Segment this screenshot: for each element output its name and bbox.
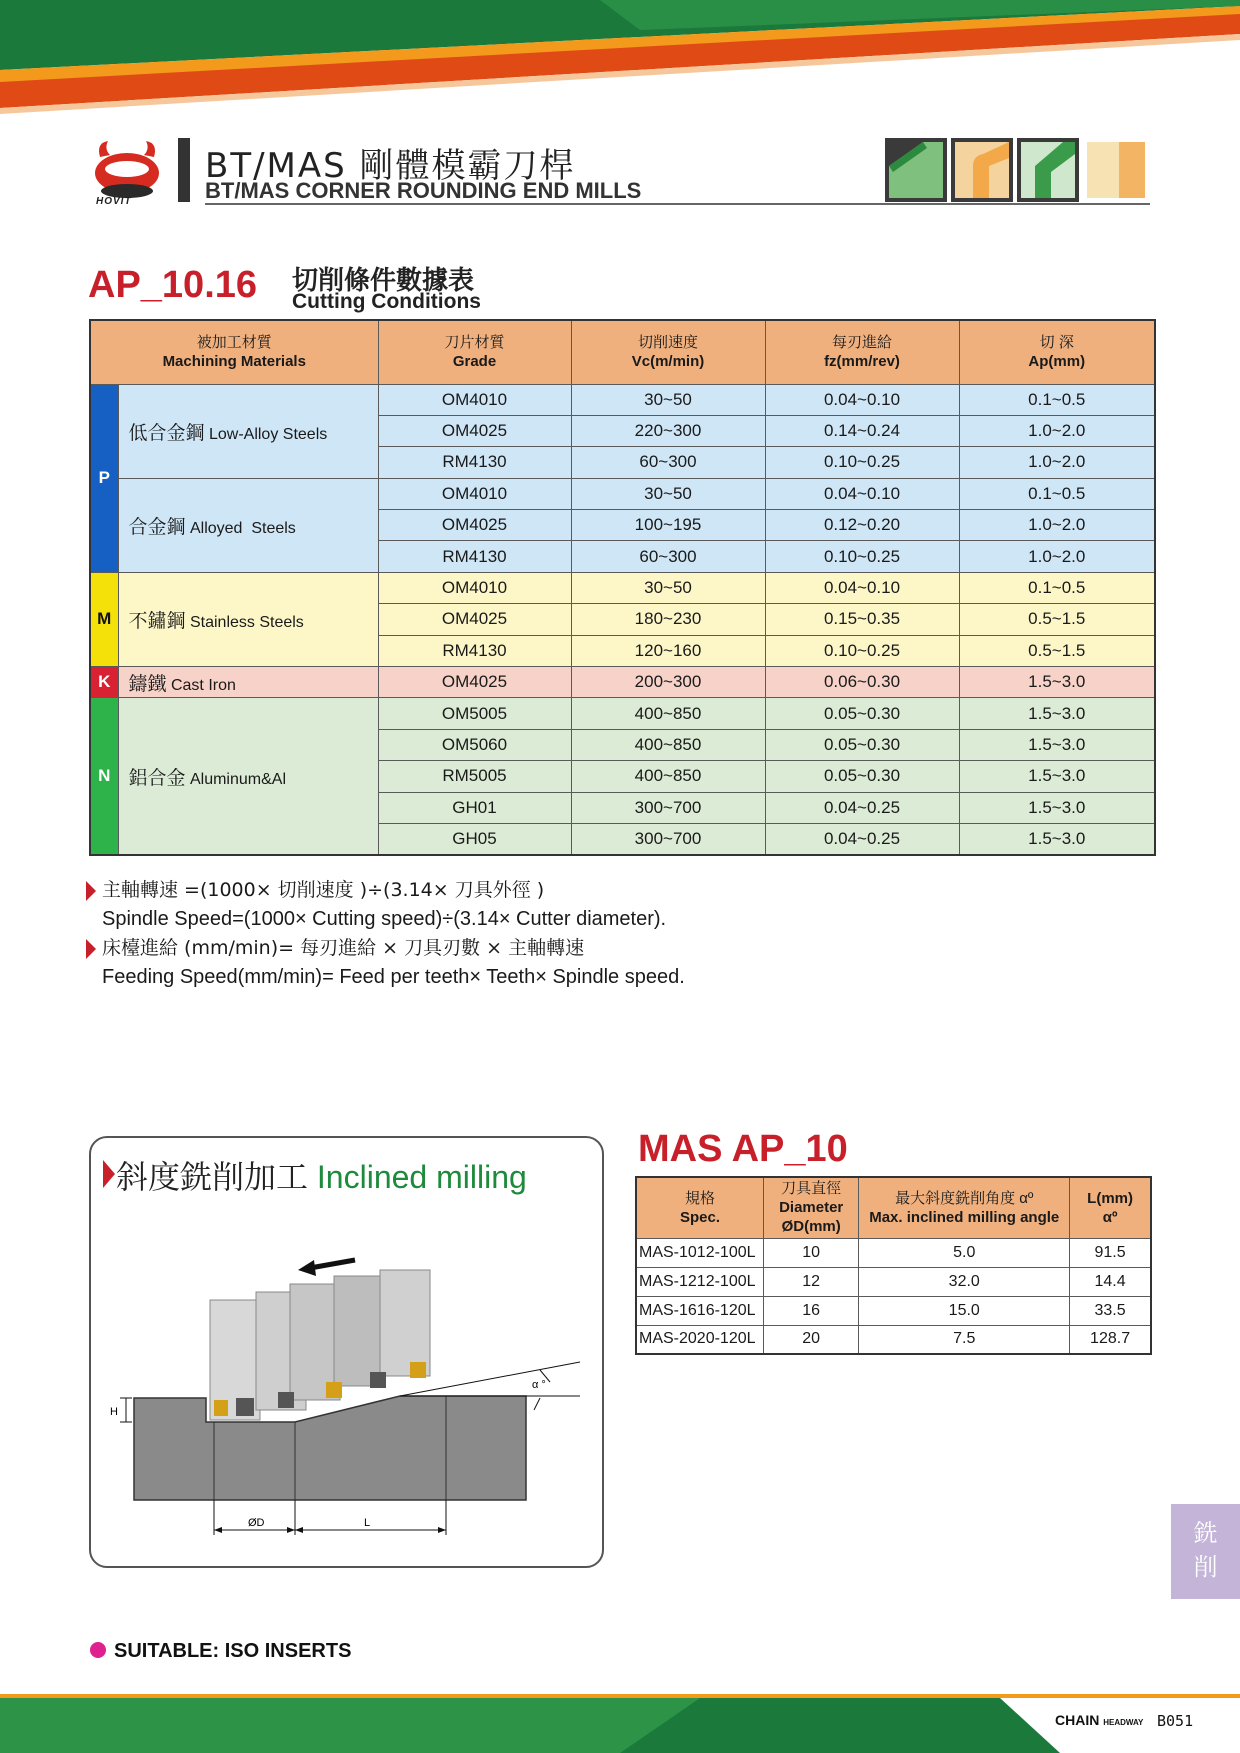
cell-fz: 0.05~0.30	[765, 729, 959, 760]
bottom-decorative-band	[0, 1694, 1240, 1753]
header-material-zh: 被加工材質	[196, 334, 272, 352]
material-zh: 低合金鋼	[128, 421, 205, 444]
cell-ap: 0.5~1.5	[959, 604, 1155, 635]
cell-vc: 400~850	[571, 761, 765, 792]
top-decorative-band	[0, 0, 1240, 120]
header-length	[1070, 1177, 1151, 1238]
mas-table-title: MAS AP_10	[638, 1128, 848, 1170]
suitable-text: SUITABLE: ISO INSERTS	[114, 1640, 352, 1662]
inclined-milling-title	[116, 1152, 527, 1198]
header-spec-zh: 規格	[684, 1189, 715, 1207]
header-ap-zh: 切 深	[1039, 334, 1074, 352]
mas-spec-table	[635, 1176, 1152, 1355]
table-row	[636, 1325, 1151, 1354]
cell-fz: 0.14~0.24	[765, 415, 959, 446]
header-angle-zh: 最大斜度銑削角度 αº	[895, 1189, 1034, 1207]
material-en: Cast Iron	[170, 676, 236, 694]
cell-length: 33.5	[1070, 1296, 1151, 1325]
cell-length: 14.4	[1070, 1267, 1151, 1296]
cell-grade: OM5005	[378, 698, 571, 729]
title-divider	[178, 138, 190, 202]
chain-headway-logo	[1055, 1712, 1143, 1728]
cell-fz: 0.04~0.25	[765, 823, 959, 854]
cell-diameter: 12	[763, 1267, 858, 1296]
material-zh: 鑄鐵	[128, 672, 167, 695]
formula-feed-en: Feeding Speed(mm/min)= Feed per teeth× Teeth× Spindle speed.	[102, 966, 685, 988]
thumb-3-icon	[1017, 138, 1079, 202]
formula-text: 床檯進給 (mm/min)= 每刃進給 × 刀具刃數 × 主軸轉速	[102, 937, 585, 959]
cell-ap: 0.1~0.5	[959, 478, 1155, 509]
cell-vc: 220~300	[571, 415, 765, 446]
cell-vc: 400~850	[571, 729, 765, 760]
cell-length: 128.7	[1070, 1325, 1151, 1354]
thumb-1-icon	[885, 138, 947, 202]
table-header-row	[636, 1177, 1151, 1238]
formula-text: 主軸轉速 =(1000× 切削速度 )÷(3.14× 刀具外徑 )	[102, 879, 545, 901]
cell-ap: 0.1~0.5	[959, 384, 1155, 415]
header-grade-en: Grade	[452, 353, 497, 371]
header-spec	[636, 1177, 763, 1238]
cell-ap: 1.0~2.0	[959, 447, 1155, 478]
page-title-zh: BT/MAS 剛體模霸刀桿	[205, 146, 576, 186]
alpha-label: α °	[532, 1379, 546, 1391]
material-en: Low-Alloy Steels	[208, 425, 328, 443]
cell-fz: 0.05~0.30	[765, 698, 959, 729]
cell-grade: OM4025	[378, 604, 571, 635]
chain-logo-text: CHAIN	[1055, 1712, 1100, 1728]
bullet-arrow-icon	[86, 939, 96, 959]
cell-fz: 0.10~0.25	[765, 447, 959, 478]
header-material-en: Machining Materials	[162, 353, 306, 371]
bullet-dot-icon	[90, 1642, 106, 1658]
header-dia-en2: ØD(mm)	[781, 1218, 841, 1236]
header-angle-en: Max. inclined milling angle	[869, 1208, 1060, 1226]
material-aluminum	[118, 698, 378, 855]
cell-vc: 100~195	[571, 510, 765, 541]
formula-notes	[86, 876, 685, 992]
cell-vc: 60~300	[571, 447, 765, 478]
cell-ap: 0.1~0.5	[959, 572, 1155, 603]
header-fz-en: fz(mm/rev)	[824, 353, 900, 371]
page-title-en: BT/MAS CORNER ROUNDING END MILLS	[205, 178, 642, 203]
cell-ap: 1.0~2.0	[959, 510, 1155, 541]
cell-fz: 0.04~0.10	[765, 478, 959, 509]
cell-vc: 60~300	[571, 541, 765, 572]
material-en: Stainless Steels	[189, 613, 304, 631]
category-p: P	[90, 384, 118, 572]
cell-diameter: 16	[763, 1296, 858, 1325]
formula-spindle-en: Spindle Speed=(1000× Cutting speed)÷(3.14× Cutter diameter).	[102, 908, 667, 930]
l-label: L	[364, 1517, 371, 1529]
header-spec-en: Spec.	[679, 1208, 720, 1226]
cell-angle: 7.5	[859, 1325, 1070, 1354]
material-en: Aluminum&Al	[189, 770, 286, 788]
table-row	[90, 478, 1155, 509]
thumb-2-icon	[951, 138, 1013, 202]
workpiece-block	[134, 1396, 526, 1500]
header-grade-zh: 刀片材質	[444, 334, 505, 352]
cell-spec: MAS-1616-120L	[636, 1296, 763, 1325]
cell-vc: 180~230	[571, 604, 765, 635]
table-row	[90, 667, 1155, 698]
cell-grade: GH05	[378, 823, 571, 854]
h-label: H	[110, 1406, 118, 1418]
cell-grade: OM4010	[378, 572, 571, 603]
profile-thumbnails	[883, 136, 1151, 204]
material-alloyed	[118, 478, 378, 572]
chain-logo-sub: HEADWAY	[1103, 1718, 1144, 1727]
cell-ap: 1.0~2.0	[959, 415, 1155, 446]
cell-spec: MAS-2020-120L	[636, 1325, 763, 1354]
cell-angle: 5.0	[859, 1238, 1070, 1267]
cell-spec: MAS-1212-100L	[636, 1267, 763, 1296]
cell-grade: RM4130	[378, 447, 571, 478]
cell-ap: 1.5~3.0	[959, 823, 1155, 854]
material-zh: 鋁合金	[128, 766, 186, 789]
table-row	[90, 384, 1155, 415]
cell-fz: 0.04~0.25	[765, 792, 959, 823]
cell-grade: OM4025	[378, 415, 571, 446]
side-tab-milling[interactable]	[1171, 1504, 1240, 1599]
cell-grade: GH01	[378, 792, 571, 823]
thumb-4-icon	[1083, 138, 1149, 202]
cell-vc: 300~700	[571, 792, 765, 823]
material-stainless	[118, 572, 378, 666]
cell-grade: OM4025	[378, 510, 571, 541]
header-grade	[378, 320, 571, 384]
inclined-milling-diagram	[110, 1250, 590, 1550]
suitable-note	[90, 1640, 351, 1663]
cell-grade: RM4130	[378, 635, 571, 666]
material-en: Alloyed Steels	[189, 519, 296, 537]
header-dia-en1: Diameter	[779, 1199, 844, 1217]
cell-ap: 1.5~3.0	[959, 761, 1155, 792]
cell-angle: 32.0	[859, 1267, 1070, 1296]
cutting-conditions-table	[89, 319, 1156, 856]
cell-ap: 1.5~3.0	[959, 698, 1155, 729]
cell-vc: 120~160	[571, 635, 765, 666]
section-title-zh: 切削條件數據表	[292, 266, 475, 296]
cell-grade: OM4010	[378, 478, 571, 509]
header-angle	[859, 1177, 1070, 1238]
cell-fz: 0.04~0.10	[765, 572, 959, 603]
cell-vc: 300~700	[571, 823, 765, 854]
table-row	[90, 698, 1155, 729]
cell-spec: MAS-1012-100L	[636, 1238, 763, 1267]
category-k: K	[90, 667, 118, 698]
cell-fz: 0.06~0.30	[765, 667, 959, 698]
section-code: AP_10.16	[88, 264, 258, 306]
cell-fz: 0.04~0.10	[765, 384, 959, 415]
section-title-en: Cutting Conditions	[292, 290, 481, 313]
category-m: M	[90, 572, 118, 666]
cell-grade: RM4130	[378, 541, 571, 572]
cell-fz: 0.05~0.30	[765, 761, 959, 792]
cell-vc: 30~50	[571, 384, 765, 415]
table-row	[636, 1296, 1151, 1325]
cell-vc: 400~850	[571, 698, 765, 729]
height-dimension	[110, 1398, 132, 1422]
cell-ap: 1.0~2.0	[959, 541, 1155, 572]
length-dimensions	[214, 1500, 446, 1535]
header-ap	[959, 320, 1155, 384]
feed-direction-arrow-icon	[298, 1260, 355, 1276]
formula-spindle-zh	[86, 876, 685, 905]
table-row	[90, 572, 1155, 603]
cell-vc: 200~300	[571, 667, 765, 698]
cell-vc: 30~50	[571, 478, 765, 509]
cell-grade: OM5060	[378, 729, 571, 760]
inclined-title-en: Inclined milling	[316, 1159, 527, 1195]
cell-ap: 0.5~1.5	[959, 635, 1155, 666]
cell-ap: 1.5~3.0	[959, 792, 1155, 823]
material-zh: 合金鋼	[128, 515, 186, 538]
header-material	[90, 320, 378, 384]
cell-vc: 30~50	[571, 572, 765, 603]
material-zh: 不鏽鋼	[128, 609, 186, 632]
header-fz-zh: 每刃進給	[831, 334, 892, 352]
header-dia-zh: 刀具直徑	[781, 1180, 842, 1198]
cell-grade: OM4010	[378, 384, 571, 415]
page-number: B051	[1157, 1712, 1194, 1730]
table-row	[636, 1238, 1151, 1267]
cell-grade: RM5005	[378, 761, 571, 792]
cell-fz: 0.15~0.35	[765, 604, 959, 635]
cell-ap: 1.5~3.0	[959, 729, 1155, 760]
formula-feed-zh	[86, 934, 685, 963]
cell-angle: 15.0	[859, 1296, 1070, 1325]
bullet-arrow-icon	[86, 881, 96, 901]
side-tab-line1: 銑	[1193, 1519, 1218, 1547]
cell-fz: 0.10~0.25	[765, 635, 959, 666]
table-header-row	[90, 320, 1155, 384]
header-vc-en: Vc(m/min)	[631, 353, 705, 371]
header-diameter	[763, 1177, 858, 1238]
side-tab-line2: 削	[1193, 1553, 1218, 1581]
header-fz	[765, 320, 959, 384]
logo-text: HOVIT	[96, 196, 132, 207]
inclined-title-zh: 斜度銑削加工	[116, 1158, 309, 1196]
cell-diameter: 20	[763, 1325, 858, 1354]
header-vc-zh: 切削速度	[637, 334, 698, 352]
header-vc	[571, 320, 765, 384]
cell-fz: 0.10~0.25	[765, 541, 959, 572]
bullet-arrow-icon	[103, 1160, 115, 1188]
material-cast-iron	[118, 667, 378, 698]
cell-fz: 0.12~0.20	[765, 510, 959, 541]
header-ap-en: Ap(mm)	[1028, 353, 1086, 371]
header-l-en2: αº	[1102, 1208, 1118, 1226]
cell-diameter: 10	[763, 1238, 858, 1267]
cell-ap: 1.5~3.0	[959, 667, 1155, 698]
hovit-crab-logo	[92, 135, 162, 205]
header-l-en1: L(mm)	[1087, 1189, 1133, 1207]
category-n: N	[90, 698, 118, 855]
table-row	[636, 1267, 1151, 1296]
cell-grade: OM4025	[378, 667, 571, 698]
d-label: ØD	[248, 1517, 265, 1529]
material-low-alloy	[118, 384, 378, 478]
cell-length: 91.5	[1070, 1238, 1151, 1267]
